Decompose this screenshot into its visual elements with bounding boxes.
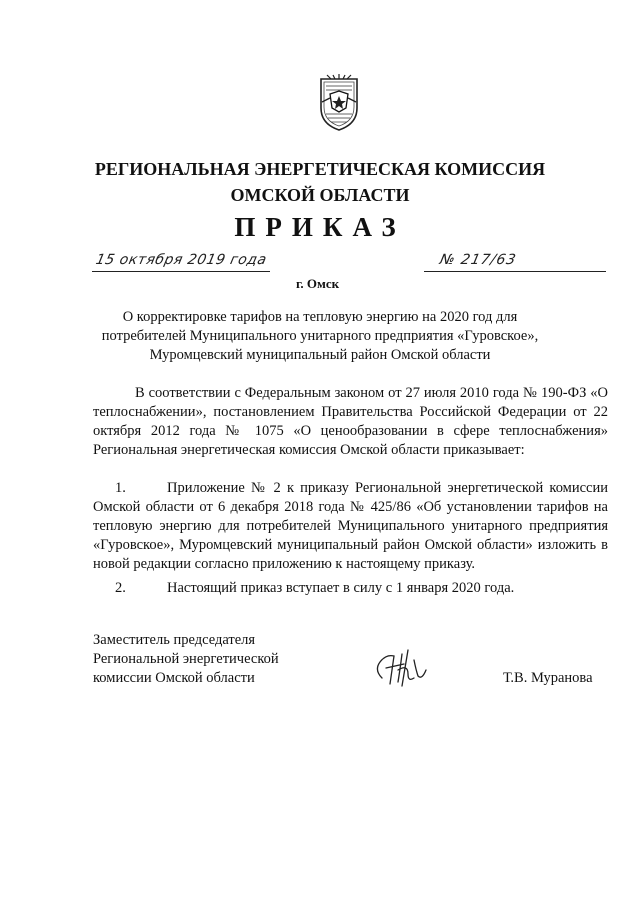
date-underline	[92, 271, 270, 272]
item-text: Настоящий приказ вступает в силу с 1 января 2020 года.	[167, 580, 515, 596]
organization-name-line2: ОМСКОЙ ОБЛАСТИ	[230, 185, 410, 205]
handwritten-signature-icon	[364, 640, 434, 690]
item-text: Приложение № 2 к приказу Региональной энергетической комиссии Омской области от 6 декабря 2018 года № 425/86 «Об установлении тарифов на тепловую энергию для потребителей Муниципального унитарного предприятия «Гуровское», Муромцевский муниципальный район Омской области» изложить в новой редакции согласно приложению к настоящему приказу.	[93, 480, 608, 572]
signatory-name: Т.В. Муранова	[503, 670, 593, 686]
subject-line: потребителей Муниципального унитарного предприятия «Гуровское»,	[101, 328, 539, 344]
omsk-coat-of-arms-icon	[318, 74, 360, 132]
position-line: Заместитель председателя	[93, 632, 256, 648]
document-type-title: ПРИКАЗ	[234, 212, 406, 242]
city-label: г. Омск	[296, 276, 340, 291]
organization-name-line1: РЕГИОНАЛЬНАЯ ЭНЕРГЕТИЧЕСКАЯ КОМИССИЯ	[94, 159, 546, 179]
preamble-paragraph: В соответствии с Федеральным законом от 27 июля 2010 года № 190-ФЗ «О теплоснабжении», постановлением Правительства Российской Федерации от 22 октября 2012 года № 1075 «О ценообразовании в сфере теплоснабжения» Региональная энергетическая комиссия Омской области приказывает:	[93, 385, 608, 458]
item-number: 2.	[115, 580, 126, 596]
item-number: 1.	[115, 480, 126, 496]
subject-line: Муромцевский муниципальный район Омской области	[149, 347, 491, 363]
handwritten-date: 15 октября 2019 года	[94, 252, 269, 268]
position-line: комиссии Омской области	[93, 670, 255, 686]
subject-line: О корректировке тарифов на тепловую энергию на 2020 год для	[122, 309, 518, 325]
number-underline	[424, 271, 606, 272]
signatory-position	[93, 631, 279, 688]
order-item-1	[93, 479, 608, 574]
order-item-2	[93, 579, 608, 598]
position-line: Региональной энергетической	[93, 651, 279, 667]
order-subject	[0, 308, 640, 365]
handwritten-order-number: № 217/63	[438, 252, 518, 268]
